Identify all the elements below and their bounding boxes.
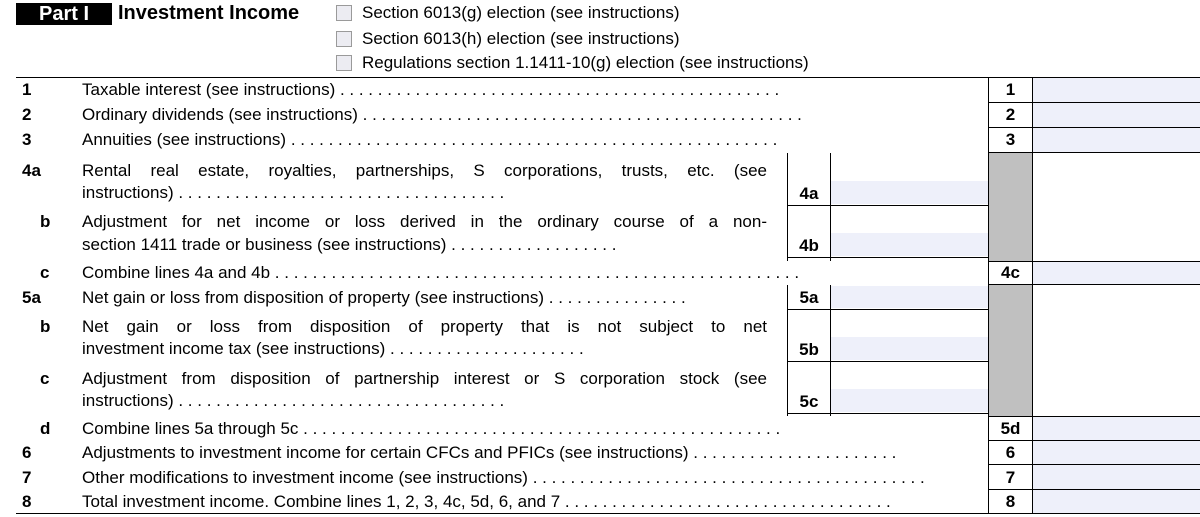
line-4a-description-line1: Rental real estate, royalties, partnerships, S corporations, trusts, etc. (see [82, 161, 767, 180]
line-5d-box-label: 5d [1000, 419, 1021, 438]
line-8-box-label: 8 [1005, 492, 1016, 511]
line-5d-description: Combine lines 5a through 5c . . . . . . . . . . . . . . . . . . . . . . . . . . . . . . . . . . . . . . . . . . . . . . . . . . . [82, 419, 781, 438]
line-3-amount[interactable] [1033, 128, 1200, 152]
line-5d-amount[interactable] [1033, 417, 1200, 440]
line-5c-number: c [40, 369, 50, 388]
line-4a-description-line2: instructions) . . . . . . . . . . . . . . . . . . . . . . . . . . . . . . . . . . . [82, 183, 505, 202]
line-4b-amount[interactable] [831, 233, 988, 256]
line-2-box-label: 2 [1005, 105, 1016, 124]
line-4b-description-line1: Adjustment for net income or loss derived in the ordinary course of a non- [82, 212, 767, 231]
line-4a-number: 4a [22, 161, 41, 180]
line-5b-amount[interactable] [831, 337, 988, 360]
line-8-amount[interactable] [1033, 490, 1200, 513]
election-6013h-checkbox[interactable] [336, 31, 352, 47]
line-1-box-label: 1 [1005, 80, 1016, 99]
line-4b-box-label: 4b [799, 236, 819, 255]
line-5a-description: Net gain or loss from disposition of property (see instructions) . . . . . . . . . . . . . . . [82, 288, 686, 307]
line-5a-number: 5a [22, 288, 41, 307]
line-4b-number: b [40, 212, 51, 231]
line-6-box-label: 6 [1005, 443, 1016, 462]
line-5b-description-line1: Net gain or loss from disposition of property that is not subject to net [82, 317, 767, 336]
shaded-area-5 [988, 285, 1032, 416]
line-6-amount[interactable] [1033, 441, 1200, 464]
line-5c-description-line2: instructions) . . . . . . . . . . . . . . . . . . . . . . . . . . . . . . . . . . . [82, 391, 505, 410]
line-5c-amount[interactable] [831, 389, 988, 412]
line-5a-box-label: 5a [799, 288, 819, 307]
line-4c-box-label: 4c [1001, 263, 1020, 282]
line-2-number: 2 [22, 105, 32, 124]
line-3-box-label: 3 [1005, 130, 1016, 149]
line-1-description: Taxable interest (see instructions) . . . . . . . . . . . . . . . . . . . . . . . . . . . . . . . . . . . . . . . . . . . . . . . [82, 80, 780, 99]
election-6013g[interactable] [336, 2, 680, 24]
line-5c-description-line1: Adjustment from disposition of partnership interest or S corporation stock (see [82, 369, 767, 388]
part-title: Investment Income [118, 2, 300, 24]
line-4b-description-line2: section 1411 trade or business (see instructions) . . . . . . . . . . . . . . . . . . [82, 235, 617, 254]
line-7-number: 7 [22, 468, 32, 487]
line-5a-amount[interactable] [831, 286, 988, 308]
line-5b-number: b [40, 317, 51, 336]
line-6-description: Adjustments to investment income for certain CFCs and PFICs (see instructions) . . . . . . . . . . . . . . . . . . . . . . [82, 443, 897, 462]
shaded-area-4 [988, 153, 1032, 261]
line-2-amount[interactable] [1033, 103, 1200, 127]
line-1-number: 1 [22, 80, 32, 99]
election-1411-10g-label: Regulations section 1.1411-10(g) election (see instructions) [362, 53, 809, 72]
line-5c-box-label: 5c [799, 392, 819, 411]
line-4a-amount[interactable] [831, 181, 988, 204]
line-8-number: 8 [22, 492, 32, 511]
line-1-amount[interactable] [1033, 78, 1200, 102]
election-6013g-label: Section 6013(g) election (see instructions) [362, 3, 680, 22]
line-5b-description-line2: investment income tax (see instructions) . . . . . . . . . . . . . . . . . . . . . [82, 339, 584, 358]
line-4c-description: Combine lines 4a and 4b . . . . . . . . . . . . . . . . . . . . . . . . . . . . . . . . . . . . . . . . . . . . . . . . . . . . . . . . [82, 263, 800, 282]
line-6-number: 6 [22, 443, 32, 462]
line-5d-number: d [40, 419, 51, 438]
line-3-description: Annuities (see instructions) . . . . . . . . . . . . . . . . . . . . . . . . . . . . . . . . . . . . . . . . . . . . . . . . . . . . [82, 130, 778, 149]
election-6013h[interactable] [336, 28, 680, 50]
part-badge: Part I [16, 3, 112, 25]
line-5b-box-label: 5b [799, 340, 819, 359]
line-7-box-label: 7 [1005, 468, 1016, 487]
line-7-description: Other modifications to investment income (see instructions) . . . . . . . . . . . . . . . . . . . . . . . . . . . . . . . . . . . . . . . . . . [82, 468, 925, 487]
line-2-description: Ordinary dividends (see instructions) . . . . . . . . . . . . . . . . . . . . . . . . . . . . . . . . . . . . . . . . . . . . . . . [82, 105, 802, 124]
line-3-number: 3 [22, 130, 32, 149]
line-4c-number: c [40, 263, 50, 282]
line-4a-box-label: 4a [799, 184, 819, 203]
line-8-description: Total investment income. Combine lines 1, 2, 3, 4c, 5d, 6, and 7 . . . . . . . . . . . . . . . . . . . . . . . . . . . . . . . . . . . [82, 492, 891, 511]
election-1411-10g[interactable] [336, 52, 809, 74]
line-4c-amount[interactable] [1033, 262, 1200, 284]
election-6013g-checkbox[interactable] [336, 5, 352, 21]
line-7-amount[interactable] [1033, 465, 1200, 489]
election-1411-10g-checkbox[interactable] [336, 55, 352, 71]
election-6013h-label: Section 6013(h) election (see instructions) [362, 29, 680, 48]
